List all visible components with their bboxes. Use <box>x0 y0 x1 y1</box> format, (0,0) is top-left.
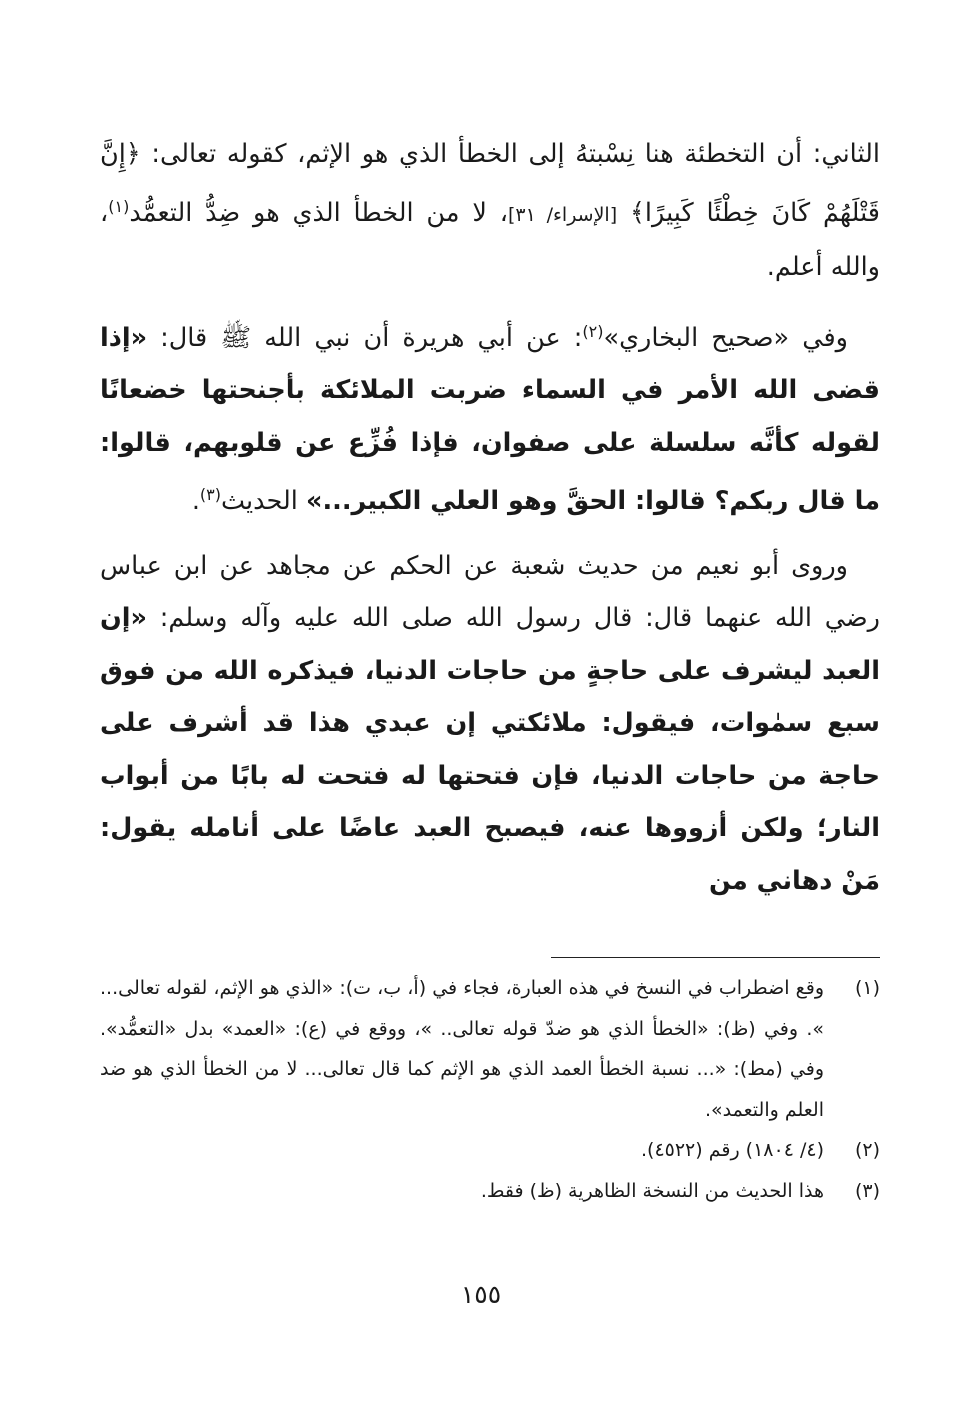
footnote-number: (٣) <box>854 1179 880 1202</box>
footnote-text: (٤/ ١٨٠٤) رقم (٤٥٢٢). <box>640 1139 824 1161</box>
paragraph-1-text-2: ، لا من الخطأ الذي هو ضِدُّ التعمُّد <box>129 197 508 228</box>
footnote-1 <box>100 968 880 1130</box>
paragraph-1 <box>100 128 880 294</box>
footnote-marker-3[interactable]: (٣) <box>199 485 222 504</box>
footnote-number: (١) <box>854 977 880 999</box>
footnote-text: وقع اضطراب في النسخ في هذه العبارة، فجاء في (أ، ب، ت): «الذي هو الإثم، لقوله تعالى... ». وفي (ظ): «الخطأ الذي هو ضدّ قوله تعالى.. »، ووقع في (ع): «العمد» بدل «التعمُّد». وفي (مط): «... نسبة الخطأ العمد الذي هو الإثم كما قال تعالى... لا من الخطأ الذي هو ضد العلم والتعمد». <box>100 977 824 1121</box>
paragraph-1-text-3: ، والله أعلم. <box>100 197 880 282</box>
paragraph-2-end: . <box>191 486 200 516</box>
quran-verse: ﴿إِنَّ قَتْلَهُمْ كَانَ خِطْئًا كَبِيرًا﴾ <box>100 139 880 228</box>
footnote-2 <box>100 1130 880 1171</box>
hadith-quote-2: «إن العبد ليشرف على حاجةٍ من حاجات الدنيا، فيذكره الله من فوق سبع سمٰوات، فيقول: ملائكتي إن عبدي هذا قد أشرف على حاجة من حاجات الدنيا، فإن فتحتها له فتحت له بابًا من أبواب النار؛ ولكن أزووها عنه، فيصبح العبد عاضًا على أنامله يقول: مَنْ دهاني من <box>100 603 880 896</box>
paragraph-2-text-3: الحديث <box>221 486 306 516</box>
footnote-3 <box>100 1171 880 1212</box>
paragraph-2-text: وفي «صحيح البخاري» <box>603 322 848 353</box>
paragraph-2-text-2: : عن أبي هريرة أن نبي الله ﷺ قال: <box>147 322 583 353</box>
page-number: ١٥٥ <box>460 1280 502 1309</box>
paragraph-3 <box>100 540 880 908</box>
footnotes <box>100 968 880 1211</box>
verse-reference: [الإسراء/ ٣١] <box>507 203 618 226</box>
paragraph-3-text: وروى أبو نعيم من حديث شعبة عن الحكم عن مجاهد عن ابن عباس رضي الله عنهما قال: قال رسول الله صلى الله عليه وآله وسلم: <box>100 550 880 633</box>
footnote-separator <box>551 957 880 958</box>
main-text <box>100 128 880 919</box>
paragraph-2 <box>100 306 880 528</box>
footnote-marker-2[interactable]: (٢) <box>582 321 604 341</box>
paragraph-1-text: الثاني: أن التخطئة هنا نِسْبتهُ إلى الخطأ الذي هو الإثم، كقوله تعالى: <box>140 139 880 169</box>
hadith-quote-1: «إذا قضى الله الأمر في السماء ضربت الملائكة بأجنحتها خضعانًا لقوله كأنَّه سلسلة على صفوان، فإذا فُزِّع عن قلوبهم، قالوا: ما قال ربكم؟ قالوا: الحقَّ وهو العلي الكبير...» <box>100 322 880 516</box>
footnote-marker-1[interactable]: (١) <box>108 196 130 216</box>
footnote-number: (٢) <box>854 1139 880 1161</box>
footnote-text: هذا الحديث من النسخة الظاهرية (ظ) فقط. <box>480 1179 824 1202</box>
